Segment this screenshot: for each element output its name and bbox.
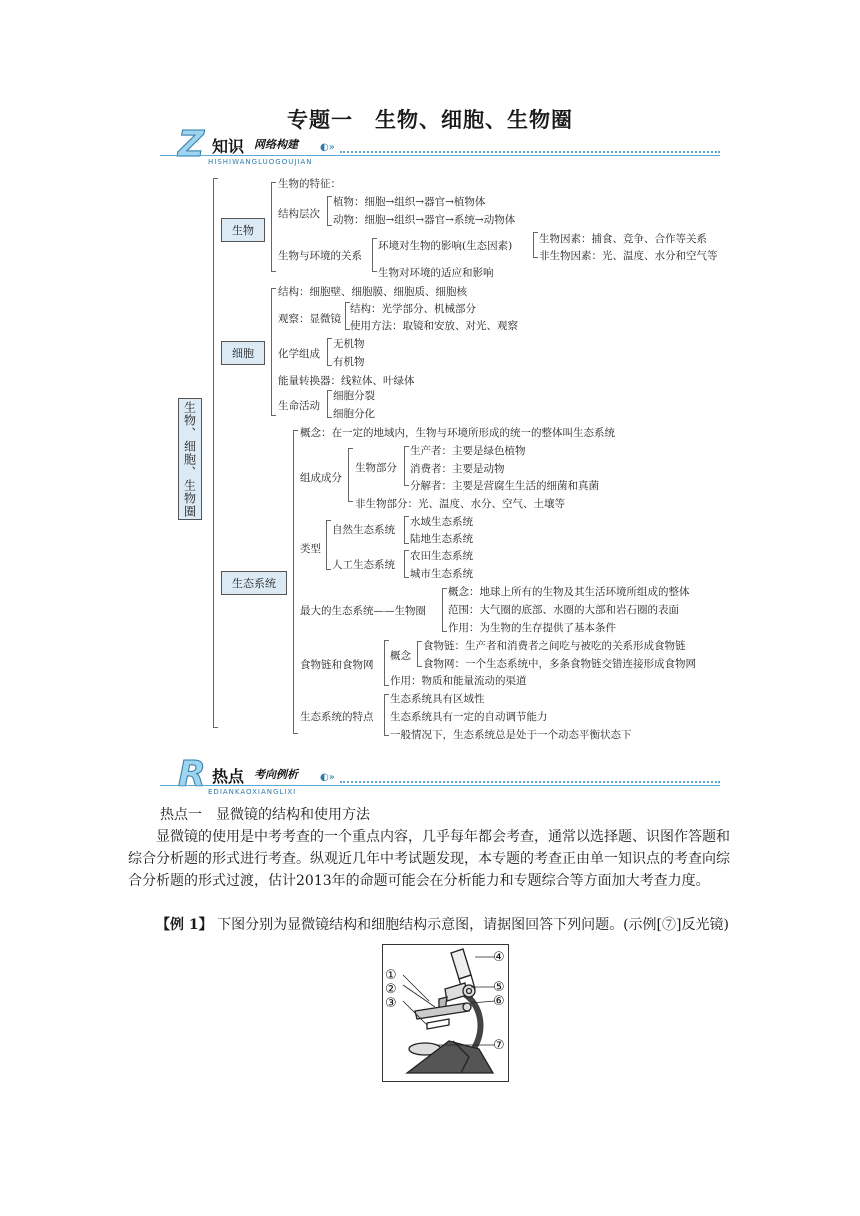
text-city: 城市生态系统 [410,568,473,580]
text-differentiate: 细胞分化 [333,408,375,420]
brace-factor [533,232,534,258]
intro-paragraph: 显微镜的使用是中考考查的一个重点内容，几乎每年都会考查，通常以选择题、识图作答题和综合分析题的形式进行考查。纵观近几年中考试题发现，本专题的考查正由单一知识点的考查向综合分析题的形式过渡，估计2013年的命题可能会在分析能力和专题综合等方面加大考查力度。 [128,829,730,889]
hotspot-title: 热点一 显微镜的结构和使用方法 [160,807,370,823]
text-feat2: 生态系统具有一定的自动调节能力 [390,711,548,723]
text-env-effect: 环境对生物的影响(生态因素) [378,240,513,252]
brace-xi-bao [271,288,272,416]
text-bio-range: 范围：大气圈的底部、水圈的大部和岩石圈的表面 [448,604,679,616]
banner-heading: 热点 [212,767,245,786]
text-type: 类型 [300,543,321,555]
root-label: 生物、细胞、生物圈 [182,400,197,518]
text-bio-factor: 生物因素：捕食、竞争、合作等关系 [539,233,707,245]
text-bio-role: 作用：为生物的生存提供了基本条件 [448,622,616,634]
root-brace [213,178,214,728]
node-sheng-tai: 生态系统 [221,571,287,595]
label-4: ④ [493,950,505,965]
text-nonbio-part: 非生物部分：光、温度、水分、空气、土壤等 [355,498,565,510]
text-producer: 生产者：主要是绿色植物 [410,445,526,457]
brace-biosphere [442,588,443,632]
text-feature: 生物的特征： [278,178,341,190]
text-decomposer: 分解者：主要是营腐生生活的细菌和真菌 [410,480,599,492]
text-eco-concept: 概念：在一定的地域内，生物与环境所形成的统一的整体叫生态系统 [300,427,615,439]
label-1: ① [385,968,397,983]
text-observe: 观察：显微镜 [278,313,341,325]
banner-letter: R [178,754,206,795]
page-title: 专题一 生物、细胞、生物圈 [287,108,573,132]
brace-life [327,390,328,418]
text-env: 生物与环境的关系 [278,250,362,262]
text-land: 陆地生态系统 [410,533,473,545]
section-banner-knowledge [160,124,720,166]
text-food-concept: 概念 [390,650,411,662]
text-nonbio-factor: 非生物因素：光、温度、水分和空气等 [539,250,718,262]
banner-letter: Z [178,124,205,165]
brace-env [372,238,373,272]
brace-structure [327,196,328,226]
text-food-web: 食物网：一个生态系统中，多条食物链交错连接形成食物网 [423,658,696,670]
text-chem: 化学组成 [278,348,320,360]
brace-chem [327,338,328,366]
text-water: 水域生态系统 [410,516,473,528]
label-3: ③ [385,996,397,1011]
node-sheng-wu: 生物 [221,218,265,242]
text-structure-level: 结构层次 [278,208,320,220]
text-bio-concept: 概念：地球上所有的生物及其生活环境所组成的整体 [448,586,690,598]
brace-sheng-wu [271,182,272,272]
text-artificial: 人工生态系统 [332,559,395,571]
label-2: ② [385,982,397,997]
text-observe-use: 使用方法：取镜和安放、对光、观察 [350,320,518,332]
brace-artificial [404,550,405,578]
label-5: ⑤ [493,980,505,995]
brace-food-concept [417,641,418,667]
banner-arrow-icon: ◐» [320,772,335,783]
brace-eco-feature [384,694,385,736]
text-organic: 有机物 [333,356,365,368]
banner-arrow-icon: ◐» [320,142,335,153]
banner-subheading: 网络构建 [254,138,298,151]
root-node [178,398,202,520]
brace-sheng-tai [293,430,294,734]
text-life: 生命活动 [278,400,320,412]
text-cell-structure: 结构：细胞壁、细胞膜、细胞质、细胞核 [278,286,467,298]
section-banner-hotspot [160,754,720,796]
banner-heading: 知识 [212,137,245,156]
text-adapt: 生物对环境的适应和影响 [378,267,494,279]
microscope-drawing [383,945,508,1081]
text-biggest: 最大的生态系统——生物圈 [300,605,426,617]
text-observe-struct: 结构：光学部分、机械部分 [350,303,476,315]
label-6: ⑥ [493,994,505,1009]
text-divide: 细胞分裂 [333,390,375,402]
brace-food [384,640,385,686]
text-feat1: 生态系统具有区域性 [390,693,485,705]
example-label: 【例 1】 [156,917,213,933]
banner-pinyin: HISHIWANGLUOGOUJIAN [208,158,313,166]
example-text: 下图分别为显微镜结构和细胞结构示意图，请据图回答下列问题。(示例[⑦]反光镜) [217,917,729,933]
text-farm: 农田生态系统 [410,550,473,562]
brace-natural [404,516,405,544]
text-inorganic: 无机物 [333,338,365,350]
text-plant: 植物：细胞→组织→器官→植物体 [333,196,486,208]
text-consumer: 消费者：主要是动物 [410,463,505,475]
brace-type [326,520,327,570]
brace-observe [345,302,346,330]
banner-subheading: 考向例析 [254,768,298,781]
text-composition: 组成成分 [300,472,342,484]
label-7: ⑦ [493,1038,505,1053]
text-food: 食物链和食物网 [300,659,374,671]
text-feat3: 一般情况下，生态系统总是处于一个动态平衡状态下 [390,729,632,741]
text-food-chain: 食物链：生产者和消费者之间吃与被吃的关系形成食物链 [423,640,686,652]
text-food-role: 作用：物质和能量流动的渠道 [390,675,527,687]
brace-bio-part [404,446,405,486]
banner-pinyin: EDIANKAOXIANGLIXI [208,788,297,796]
text-energy: 能量转换器：线粒体、叶绿体 [278,375,415,387]
text-bio-part: 生物部分 [355,462,397,474]
node-xi-bao: 细胞 [221,341,265,365]
example-paragraph [128,914,738,936]
microscope-figure [382,944,509,1082]
text-eco-feature: 生态系统的特点 [300,711,374,723]
brace-composition [348,448,349,502]
text-animal: 动物：细胞→组织→器官→系统→动物体 [333,214,516,226]
text-natural: 自然生态系统 [332,524,395,536]
